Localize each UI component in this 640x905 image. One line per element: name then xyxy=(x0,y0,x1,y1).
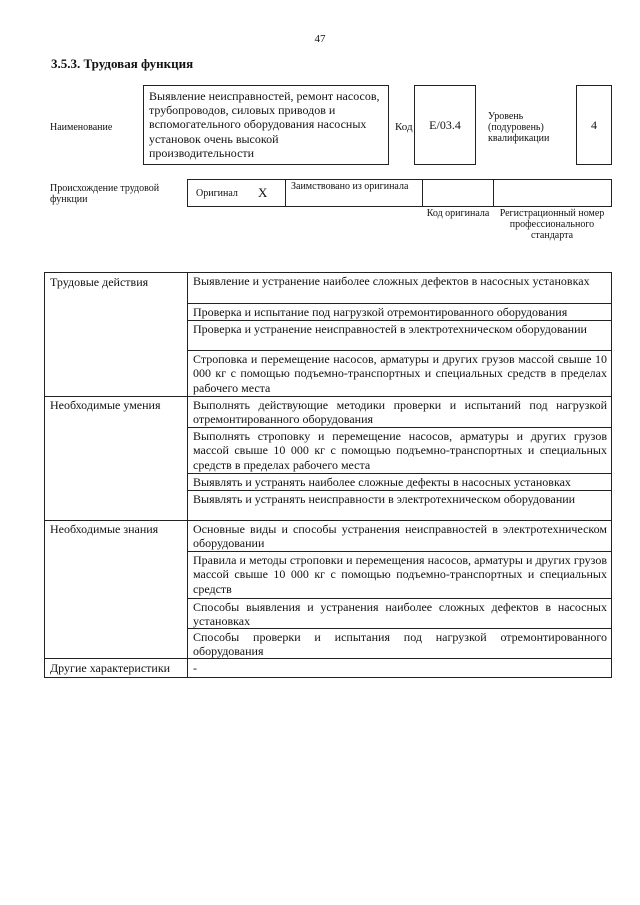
code-original-caption: Код оригинала xyxy=(426,208,490,219)
function-name-value: Выявление неисправностей, ремонт насосов, трубопроводов, силовых приводов и вспомогательного оборудования насосных установок очень высокой производительности xyxy=(149,89,380,160)
name-label: Наименование xyxy=(50,122,113,133)
skill-item: Выполнять действующие методики проверки и испытаний под нагрузкой отремонтированного оборудования xyxy=(193,398,607,427)
action-item: Выявление и устранение наиболее сложных дефектов в насосных установках xyxy=(193,274,590,288)
function-name-box xyxy=(143,85,389,165)
original-mark: X xyxy=(258,185,268,200)
function-table xyxy=(44,272,612,678)
skill-item: Выявлять и устранять наиболее сложные дефекты в насосных установках xyxy=(193,475,571,489)
other-value: - xyxy=(193,661,197,675)
level-label: Уровень (подуровень) квалификации xyxy=(488,111,550,144)
other-label: Другие характеристики xyxy=(50,661,171,675)
skill-item: Выявлять и устранять неисправности в электротехническом оборудовании xyxy=(193,492,576,506)
section-title: 3.5.3. Трудовая функция xyxy=(51,56,194,71)
knowledge-item: Основные виды и способы устранения неисправностей в электротехническом оборудовании xyxy=(193,522,607,551)
action-item: Проверка и устранение неисправностей в электротехническом оборудовании xyxy=(193,322,587,336)
level-box xyxy=(576,85,612,165)
page-number: 47 xyxy=(314,33,326,45)
knowledge-item: Способы выявления и устранения наиболее сложных дефектов в насосных установках xyxy=(193,600,607,629)
knowledge-item: Правила и методы строповки и перемещения насосов, арматуры и других грузов массой свыше 10 000 кг с помощью подъемно-транспортных и специальных средств xyxy=(193,553,607,596)
skill-item: Выполнять строповку и перемещение насосов, арматуры и других грузов массой свыше 10 000 кг с помощью подъемно-транспортных и специальных средств в пределах рабочего места xyxy=(193,429,607,472)
reg-number-caption: Регистрационный номер профессионального стандарта xyxy=(499,208,605,241)
code-box xyxy=(414,85,476,165)
skills-label: Необходимые умения xyxy=(50,398,161,412)
level-value: 4 xyxy=(591,117,597,132)
actions-label: Трудовые действия xyxy=(50,275,149,289)
knowledge-label: Необходимые знания xyxy=(50,522,159,536)
borrowed-label: Заимствовано из оригинала xyxy=(291,181,409,192)
knowledge-item: Способы проверки и испытания под нагрузкой отремонтированного оборудования xyxy=(193,630,607,659)
code-value: E/03.4 xyxy=(429,117,461,132)
action-item: Строповка и перемещение насосов, арматуры и других грузов массой свыше 10 000 кг с помощью подъемно-транспортных и специальных средств в пределах рабочего места xyxy=(193,352,607,395)
code-label: Код xyxy=(395,121,413,133)
original-label: Оригинал xyxy=(196,188,238,199)
origin-label: Происхождение трудовой функции xyxy=(50,183,160,205)
action-item: Проверка и испытание под нагрузкой отремонтированного оборудования xyxy=(193,305,568,319)
